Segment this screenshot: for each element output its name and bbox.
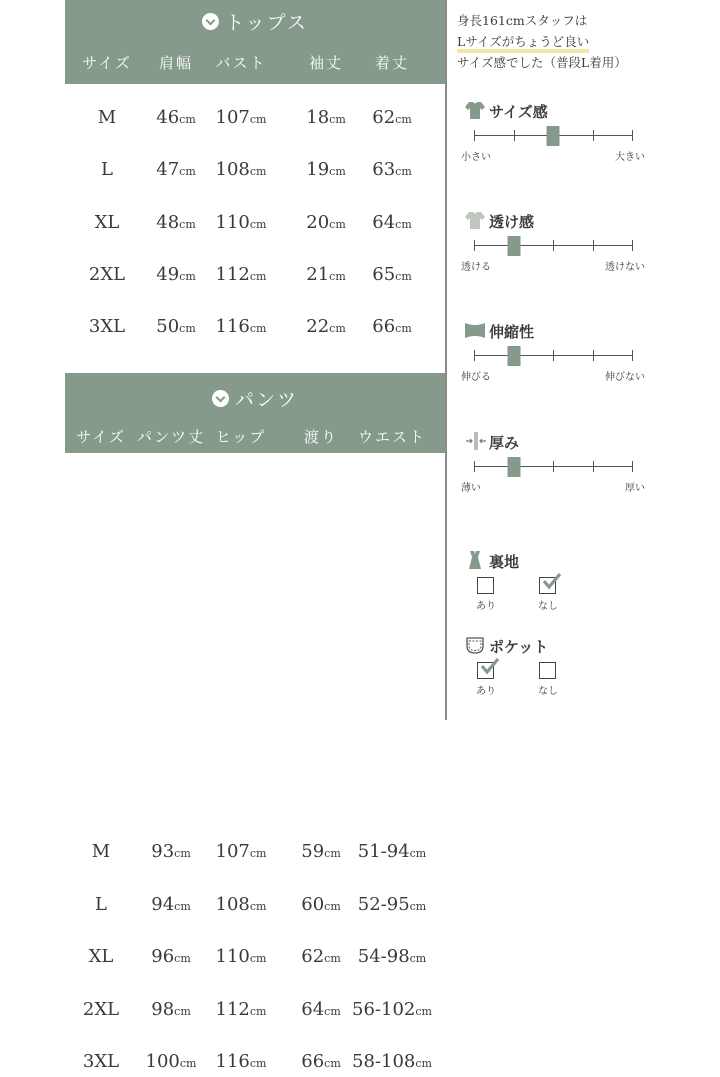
level-marker (507, 346, 520, 366)
pocket-icon (463, 634, 487, 656)
unit-label: cm (409, 847, 427, 860)
column-header: ヒップ (215, 428, 267, 446)
scale-tick (632, 350, 633, 361)
metric-title: 透け感 (489, 213, 535, 231)
value-cell: 52-95cm (357, 893, 427, 915)
unit-label: cm (179, 1057, 197, 1070)
pants-title (65, 385, 445, 412)
scale-tick (514, 130, 515, 141)
table-row (65, 264, 445, 290)
lining-icon (463, 549, 487, 571)
scale-low-label: 透ける (461, 262, 491, 273)
value-cell: 50cm (156, 316, 196, 338)
size-cell: 2XL (82, 998, 120, 1020)
unit-label: cm (174, 952, 191, 965)
value-cell: 65cm (372, 263, 412, 285)
pants-title-text: パンツ (234, 389, 298, 411)
tshirt-icon (463, 99, 487, 121)
column-header: 渡り (303, 428, 339, 446)
unit-label: cm (409, 952, 427, 965)
unit-label: cm (395, 113, 412, 126)
level-scale (474, 128, 632, 142)
pocket-option-label: なし (538, 686, 558, 697)
unit-label: cm (324, 1057, 341, 1070)
value-cell: 107cm (215, 841, 267, 862)
column-header: サイズ (82, 54, 132, 72)
value-cell: 56-102cm (352, 998, 432, 1020)
scale-tick (553, 461, 554, 472)
value-cell: 116cm (215, 1051, 267, 1072)
value-cell: 51-94cm (357, 841, 427, 862)
unit-label: cm (174, 1004, 191, 1018)
metric-0 (457, 101, 647, 171)
value-cell: 22cm (306, 316, 346, 338)
level-marker (547, 126, 560, 146)
unit-label: cm (179, 217, 196, 231)
scale-tick (593, 350, 594, 361)
note-line-2: Lサイズがちょうど良い (457, 34, 589, 53)
checkmark-icon (542, 572, 561, 590)
column-header: 着丈 (374, 54, 410, 72)
value-cell: 100cm (145, 1051, 197, 1072)
scale-high-label: 伸びない (605, 372, 645, 383)
scale-tick (474, 240, 475, 251)
value-cell: 47cm (156, 159, 196, 181)
note-line-3: サイズ感でした（普段L着用） (457, 55, 627, 70)
unit-label: cm (179, 165, 196, 179)
table-row (65, 999, 445, 1025)
unit-label: cm (329, 113, 346, 126)
unit-label: cm (249, 952, 267, 965)
scale-high-label: 厚い (625, 483, 645, 494)
table-row (65, 1051, 445, 1077)
tops-column-headers (65, 52, 445, 74)
size-cell: 3XL (88, 316, 126, 338)
scale-tick (593, 130, 594, 141)
value-cell: 116cm (215, 316, 267, 338)
unit-label: cm (324, 847, 341, 860)
unit-label: cm (409, 899, 427, 913)
unit-label: cm (329, 165, 346, 179)
metric-2 (457, 321, 647, 391)
sheer-tshirt-icon (463, 209, 487, 231)
lining-option-label: なし (538, 601, 558, 612)
column-header: 袖丈 (308, 54, 344, 72)
size-cell: 3XL (82, 1051, 120, 1072)
unit-label: cm (329, 322, 346, 336)
chevron-down-icon (212, 390, 229, 407)
column-header: パンツ丈 (136, 428, 206, 446)
stretch-fabric-icon (463, 319, 487, 341)
table-row (65, 316, 445, 342)
value-cell: 64cm (301, 998, 341, 1020)
lining-title: 裏地 (489, 553, 520, 571)
unit-label: cm (324, 899, 341, 913)
value-cell: 49cm (156, 263, 196, 285)
value-cell: 108cm (215, 159, 267, 181)
scale-tick (474, 461, 475, 472)
value-cell: 94cm (151, 893, 191, 915)
unit-label: cm (324, 952, 341, 965)
size-cell: M (97, 107, 117, 128)
value-cell: 110cm (215, 946, 267, 967)
value-cell: 96cm (151, 946, 191, 967)
scale-tick (474, 130, 475, 141)
size-cell: XL (88, 946, 114, 967)
size-cell: M (91, 841, 111, 862)
scale-high-label: 大きい (615, 152, 645, 163)
metric-1 (457, 211, 647, 281)
table-row (65, 212, 445, 238)
level-scale (474, 238, 632, 252)
pocket-block (457, 636, 647, 706)
size-cell: L (95, 893, 107, 915)
metric-title: 厚み (489, 434, 520, 452)
unit-label: cm (179, 269, 196, 283)
value-cell: 98cm (151, 998, 191, 1020)
unit-label: cm (174, 899, 191, 913)
unit-label: cm (395, 165, 412, 179)
value-cell: 46cm (156, 107, 196, 128)
pants-header-band (65, 373, 445, 453)
value-cell: 20cm (306, 211, 346, 233)
unit-label: cm (415, 1057, 432, 1070)
value-cell: 110cm (215, 211, 267, 233)
unit-label: cm (324, 1004, 341, 1018)
value-cell: 93cm (151, 841, 191, 862)
unit-label: cm (249, 113, 267, 126)
scale-low-label: 薄い (461, 483, 481, 494)
tops-table (65, 0, 445, 338)
metric-title: サイズ感 (489, 103, 548, 121)
value-cell: 112cm (215, 263, 267, 285)
size-cell: 2XL (88, 263, 126, 285)
lining-block (457, 551, 647, 616)
unit-label: cm (249, 1057, 267, 1070)
pocket-option-label: あり (476, 686, 496, 697)
unit-label: cm (249, 269, 267, 283)
scale-low-label: 小さい (461, 152, 491, 163)
unit-label: cm (329, 269, 346, 283)
unit-label: cm (174, 847, 191, 860)
scale-tick (553, 240, 554, 251)
unit-label: cm (249, 1004, 267, 1018)
lining-checkbox-yes (477, 577, 494, 594)
column-header: バスト (215, 54, 267, 72)
scale-tick (632, 240, 633, 251)
level-scale (474, 348, 632, 362)
unit-label: cm (249, 165, 267, 179)
metric-3 (457, 432, 647, 502)
level-marker (507, 457, 520, 477)
value-cell: 112cm (215, 998, 267, 1020)
value-cell: 58-108cm (352, 1051, 432, 1072)
value-cell: 62cm (301, 946, 341, 967)
unit-label: cm (249, 847, 267, 860)
unit-label: cm (395, 269, 412, 283)
level-scale (474, 459, 632, 473)
lining-option-label: あり (476, 601, 496, 612)
scale-tick (474, 350, 475, 361)
lining-checkbox-no (539, 577, 556, 594)
chevron-down-icon (202, 13, 219, 30)
table-row (65, 894, 445, 920)
scale-tick (632, 461, 633, 472)
column-divider (445, 0, 447, 720)
column-header: 肩幅 (158, 54, 194, 72)
pocket-title: ポケット (489, 638, 549, 656)
unit-label: cm (249, 322, 267, 336)
unit-label: cm (249, 217, 267, 231)
metric-title: 伸縮性 (489, 323, 535, 341)
value-cell: 62cm (372, 107, 412, 128)
column-header: サイズ (76, 428, 126, 446)
level-marker (507, 236, 520, 256)
scale-tick (593, 461, 594, 472)
value-cell: 60cm (301, 893, 341, 915)
unit-label: cm (415, 1004, 432, 1018)
unit-label: cm (249, 899, 267, 913)
value-cell: 18cm (306, 107, 346, 128)
scale-high-label: 透けない (605, 262, 645, 273)
value-cell: 21cm (306, 263, 346, 285)
staff-note (457, 10, 717, 73)
scale-tick (553, 350, 554, 361)
unit-label: cm (395, 322, 412, 336)
unit-label: cm (395, 217, 412, 231)
size-cell: L (101, 159, 113, 181)
checkmark-icon (480, 657, 499, 675)
pocket-checkbox-yes (477, 662, 494, 679)
tops-title (65, 8, 445, 35)
value-cell: 54-98cm (357, 946, 427, 967)
unit-label: cm (329, 217, 346, 231)
pants-table (65, 373, 445, 1072)
tops-header-band (65, 0, 445, 84)
scale-tick (593, 240, 594, 251)
unit-label: cm (179, 322, 196, 336)
thickness-icon (463, 430, 487, 452)
value-cell: 59cm (301, 841, 341, 862)
pants-column-headers (65, 426, 445, 448)
table-row (65, 841, 445, 867)
value-cell: 63cm (372, 159, 412, 181)
tops-title-text: トップス (225, 12, 308, 34)
column-header: ウエスト (357, 428, 427, 446)
size-cell: XL (94, 211, 120, 233)
value-cell: 107cm (215, 107, 267, 128)
note-line-1: 身長161cmスタッフは (457, 13, 588, 28)
value-cell: 66cm (301, 1051, 341, 1072)
pocket-checkbox-no (539, 662, 556, 679)
scale-low-label: 伸びる (461, 372, 491, 383)
value-cell: 48cm (156, 211, 196, 233)
scale-tick (632, 130, 633, 141)
table-row (65, 946, 445, 972)
value-cell: 108cm (215, 893, 267, 915)
value-cell: 19cm (306, 159, 346, 181)
table-row (65, 107, 445, 133)
table-row (65, 159, 445, 185)
value-cell: 64cm (372, 211, 412, 233)
value-cell: 66cm (372, 316, 412, 338)
unit-label: cm (179, 113, 196, 126)
